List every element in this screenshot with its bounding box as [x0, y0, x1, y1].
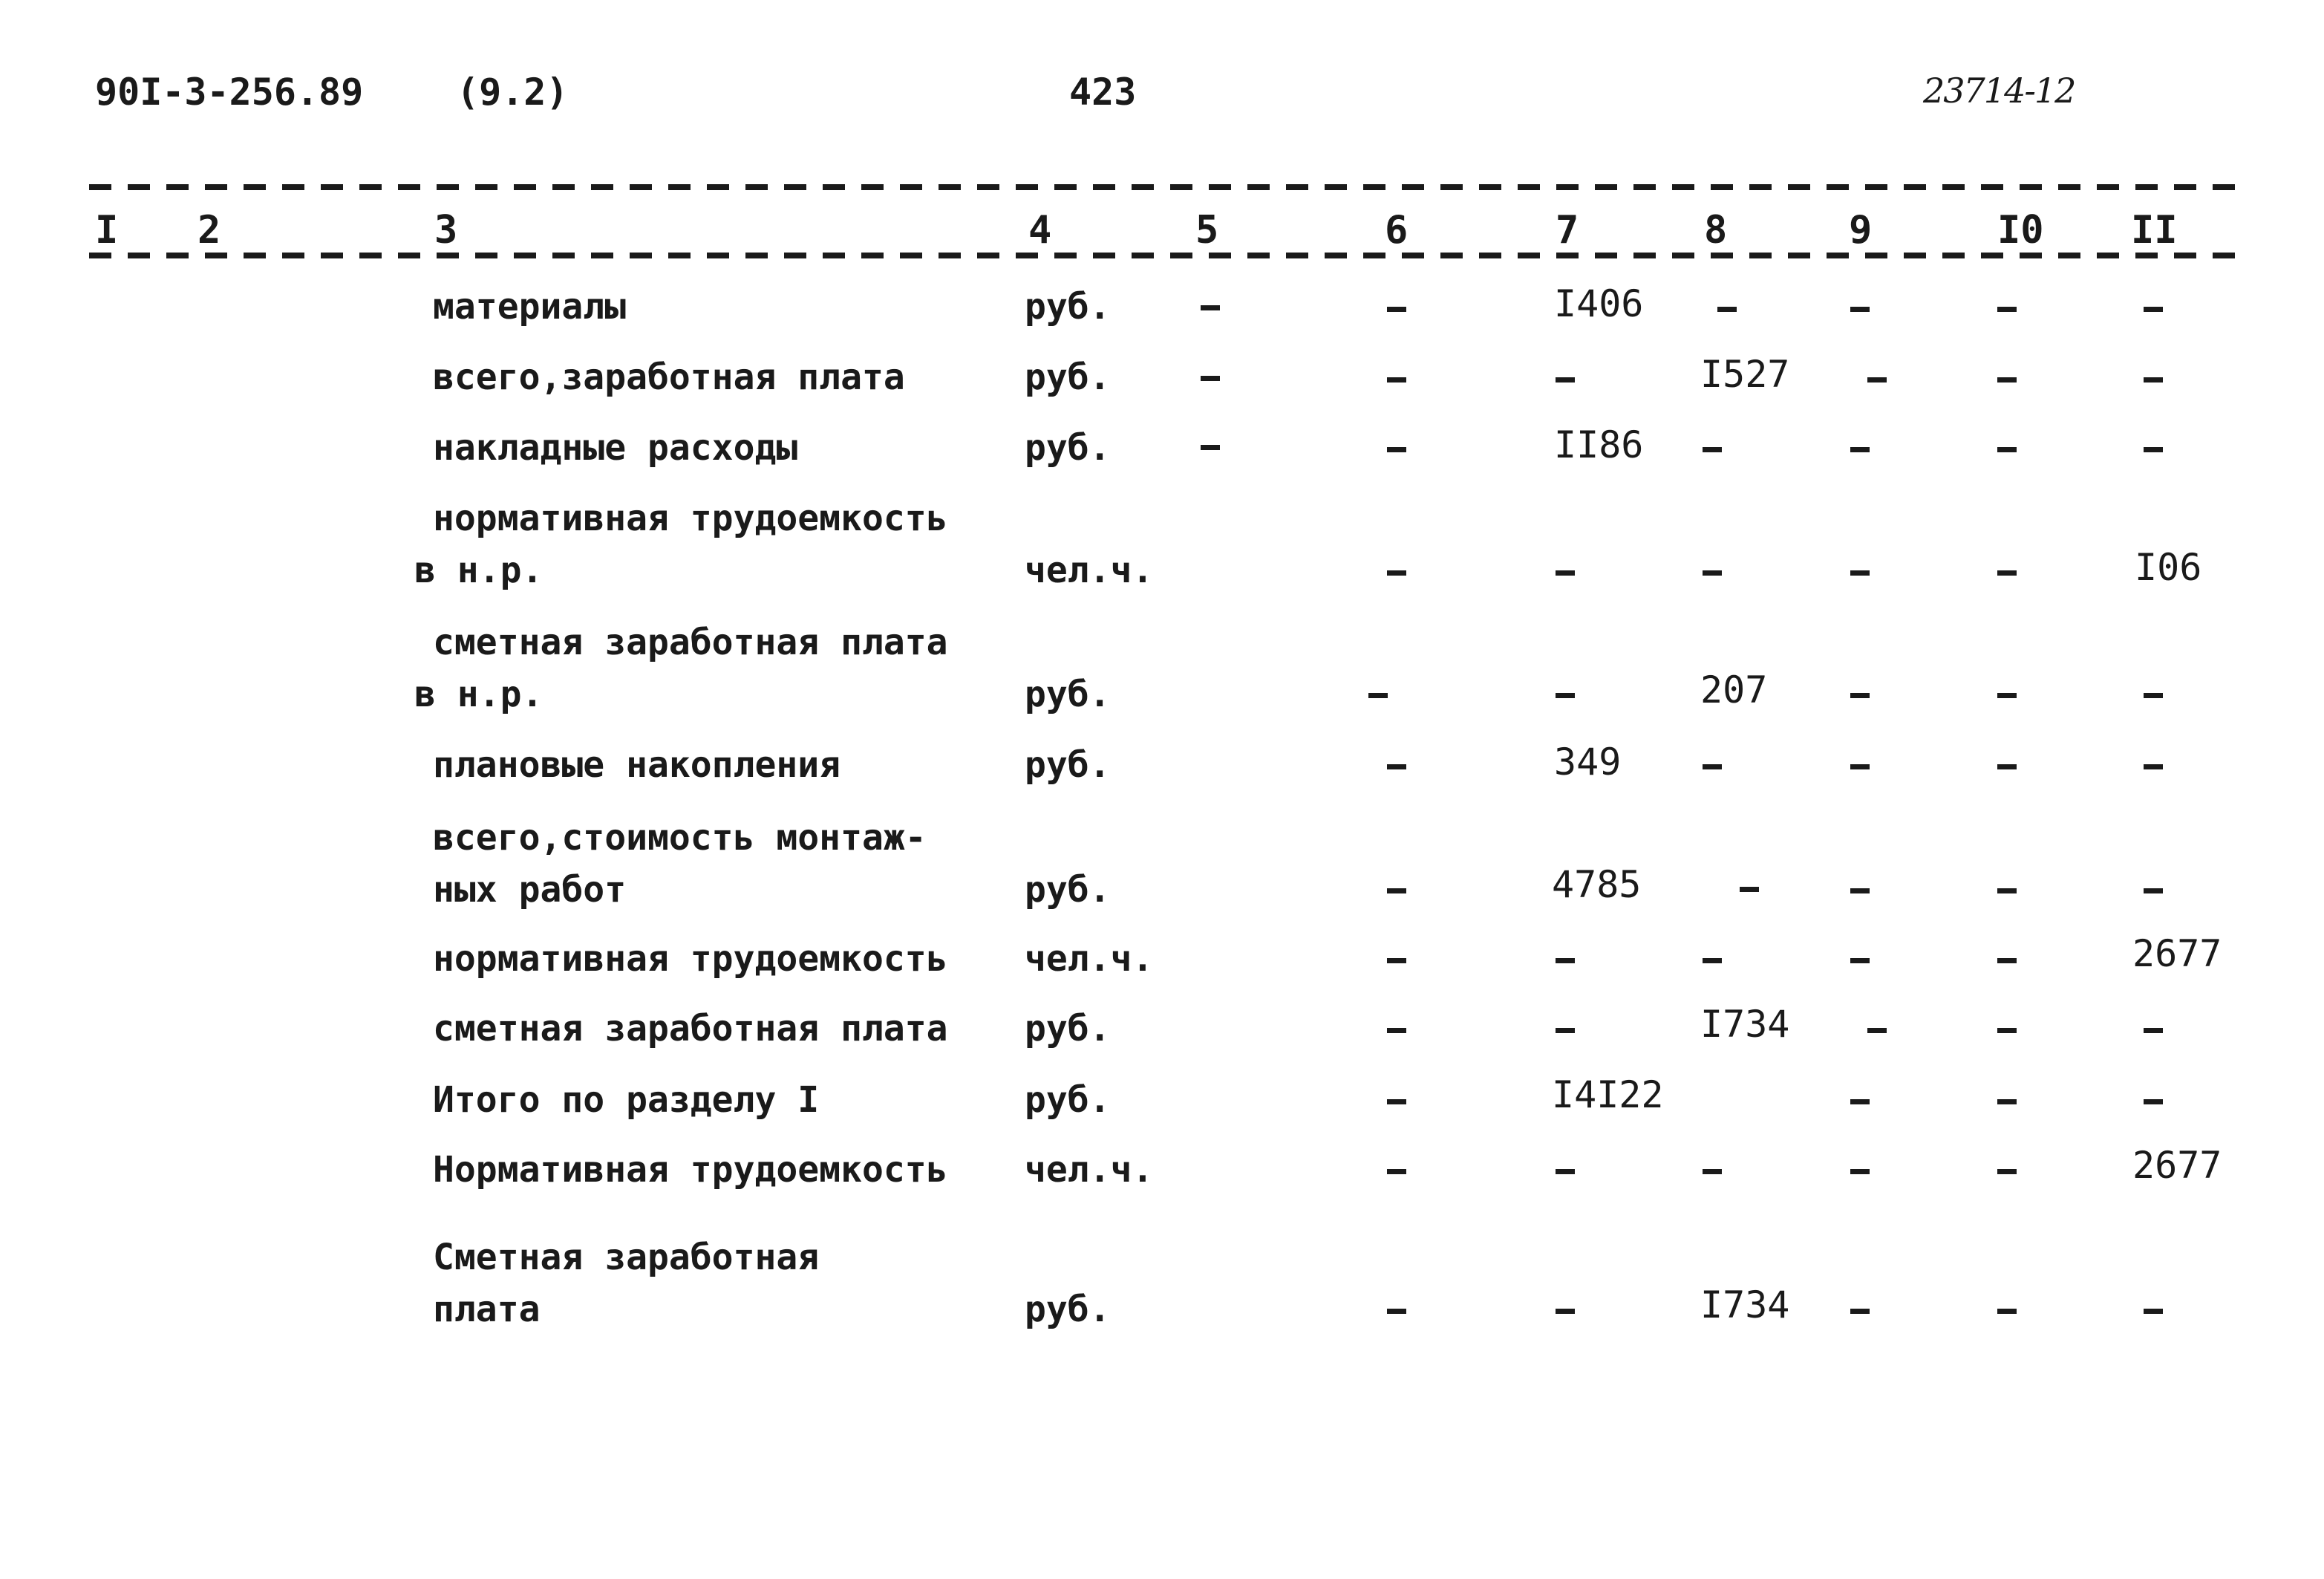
row-unit: руб.	[1025, 1008, 1111, 1049]
header-top-rule	[89, 184, 2242, 190]
dash-mark	[1201, 305, 1220, 310]
row-label: плановые накопления	[433, 744, 841, 786]
col-header-10: I0	[1997, 208, 2044, 253]
dash-mark	[1850, 958, 1870, 963]
row-unit: руб.	[1025, 1289, 1111, 1330]
row-label: сметная заработная плата	[433, 622, 948, 663]
page-number: 423	[1069, 71, 1137, 114]
dash-mark	[1850, 693, 1870, 698]
archive-number: 23714-12	[1923, 71, 2075, 111]
dash-mark	[2144, 1099, 2163, 1104]
dash-mark	[1201, 445, 1220, 450]
dash-mark	[1997, 1099, 2017, 1104]
row-unit: руб.	[1025, 357, 1111, 398]
dash-mark	[1740, 887, 1759, 892]
row-label: всего,стоимость монтаж-	[433, 817, 927, 859]
col-header-5: 5	[1195, 208, 1219, 253]
dash-mark	[1703, 958, 1722, 963]
dash-mark	[1997, 570, 2017, 576]
dash-mark	[1867, 377, 1887, 382]
dash-mark	[1850, 447, 1870, 452]
row-value-col8: I734	[1700, 1283, 1790, 1326]
dash-mark	[2144, 888, 2163, 893]
row-label: материалы	[433, 286, 627, 328]
col-header-7: 7	[1556, 208, 1579, 253]
dash-mark	[2144, 447, 2163, 452]
row-label: сметная заработная плата	[433, 1008, 948, 1049]
document-code: 90I-3-256.89	[95, 71, 364, 114]
col-header-3: 3	[434, 208, 458, 253]
dash-mark	[1703, 1169, 1722, 1174]
dash-mark	[1997, 447, 2017, 452]
dash-mark	[1997, 1028, 2017, 1033]
row-value-col7: I406	[1554, 282, 1644, 325]
row-label: всего,заработная плата	[433, 357, 905, 398]
dash-mark	[2144, 693, 2163, 698]
dash-mark	[1997, 377, 2017, 382]
dash-mark	[1387, 764, 1406, 769]
dash-mark	[1850, 888, 1870, 893]
dash-mark	[1997, 764, 2017, 769]
header-bottom-rule	[89, 253, 2242, 258]
dash-mark	[1997, 1169, 2017, 1174]
dash-mark	[1850, 307, 1870, 312]
row-value-col11: 2677	[2132, 932, 2222, 975]
col-header-1: I	[95, 208, 119, 253]
dash-mark	[1703, 570, 1722, 576]
dash-mark	[1556, 1028, 1575, 1033]
row-value-col8: I734	[1700, 1003, 1790, 1046]
dash-mark	[1387, 570, 1406, 576]
dash-mark	[1387, 958, 1406, 963]
dash-mark	[2144, 307, 2163, 312]
row-unit: чел.ч.	[1025, 550, 1154, 591]
dash-mark	[1850, 570, 1870, 576]
row-unit: руб.	[1025, 674, 1111, 715]
dash-mark	[2144, 1309, 2163, 1314]
dash-mark	[1997, 1309, 2017, 1314]
row-value-col7: I4I22	[1552, 1073, 1664, 1116]
dash-mark	[1556, 377, 1575, 382]
row-label: Итого по разделу I	[433, 1079, 820, 1121]
dash-mark	[1201, 376, 1220, 381]
dash-mark	[1850, 1169, 1870, 1174]
dash-mark	[1850, 1309, 1870, 1314]
dash-mark	[2144, 377, 2163, 382]
dash-mark	[1867, 1028, 1887, 1033]
dash-mark	[1387, 1028, 1406, 1033]
dash-mark	[1850, 1099, 1870, 1104]
row-value-col7: II86	[1554, 423, 1644, 466]
dash-mark	[1717, 307, 1737, 312]
dash-mark	[1556, 693, 1575, 698]
row-label: накладные расходы	[433, 427, 798, 469]
dash-mark	[1556, 570, 1575, 576]
col-header-8: 8	[1704, 208, 1728, 253]
row-label-continuation: ных работ	[433, 869, 627, 911]
dash-mark	[2144, 764, 2163, 769]
row-value-col7: 4785	[1552, 863, 1642, 906]
row-unit: руб.	[1025, 1079, 1111, 1121]
dash-mark	[1556, 958, 1575, 963]
dash-mark	[1997, 693, 2017, 698]
row-value-col8: I527	[1700, 353, 1790, 396]
row-value-col7: 349	[1554, 740, 1622, 784]
dash-mark	[1556, 1169, 1575, 1174]
row-value-col11: 2677	[2132, 1144, 2222, 1187]
row-unit: руб.	[1025, 427, 1111, 469]
col-header-2: 2	[198, 208, 221, 253]
col-header-6: 6	[1385, 208, 1409, 253]
row-unit: руб.	[1025, 744, 1111, 786]
dash-mark	[1997, 888, 2017, 893]
row-label: нормативная трудоемкость	[433, 498, 948, 539]
dash-mark	[1387, 447, 1406, 452]
dash-mark	[2144, 1028, 2163, 1033]
dash-mark	[1703, 447, 1722, 452]
row-unit: чел.ч.	[1025, 1149, 1154, 1191]
dash-mark	[1387, 888, 1406, 893]
row-value-col8: 207	[1700, 668, 1768, 712]
dash-mark	[1387, 1169, 1406, 1174]
row-unit: чел.ч.	[1025, 938, 1154, 980]
section-number: (9.2)	[457, 71, 569, 114]
dash-mark	[1997, 958, 2017, 963]
row-label-continuation: в н.р.	[414, 550, 544, 591]
row-label-continuation: плата	[433, 1289, 541, 1330]
col-header-9: 9	[1849, 208, 1873, 253]
dash-mark	[1387, 307, 1406, 312]
dash-mark	[1997, 307, 2017, 312]
col-header-4: 4	[1028, 208, 1052, 253]
dash-mark	[1556, 1309, 1575, 1314]
dash-mark	[1387, 1309, 1406, 1314]
dash-mark	[1387, 1099, 1406, 1104]
row-label-continuation: в н.р.	[414, 674, 544, 715]
dash-mark	[1703, 764, 1722, 769]
row-unit: руб.	[1025, 869, 1111, 911]
col-header-11: II	[2131, 208, 2178, 253]
dash-mark	[1387, 377, 1406, 382]
dash-mark	[1850, 764, 1870, 769]
dash-mark	[1368, 693, 1388, 698]
row-value-col11: I06	[2135, 546, 2202, 589]
row-label: Нормативная трудоемкость	[433, 1149, 948, 1191]
row-unit: руб.	[1025, 286, 1111, 328]
row-label: Сметная заработная	[433, 1237, 820, 1278]
row-label: нормативная трудоемкость	[433, 938, 948, 980]
